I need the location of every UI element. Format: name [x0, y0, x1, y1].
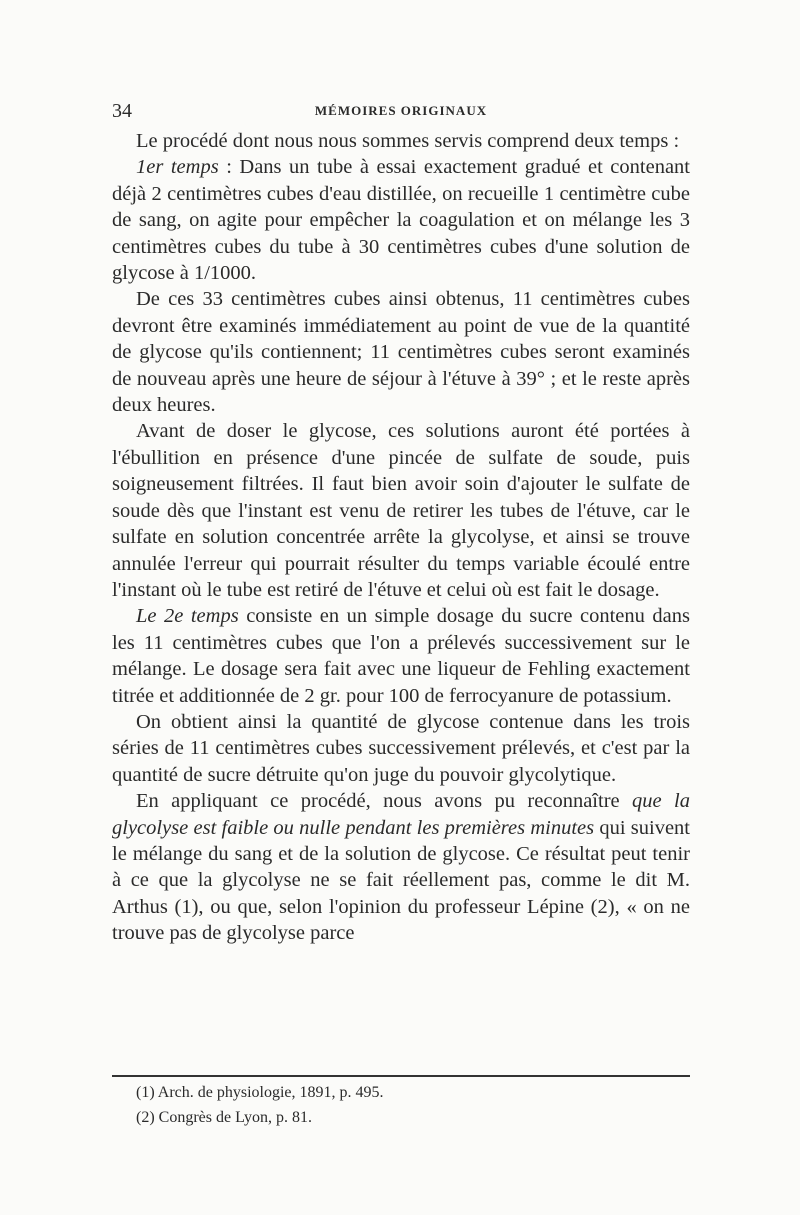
text-run: : Dans un tube à essai exactement gradué et contenant déjà 2 centimètres cubes d'eau distillée, on recueille 1 centimètre cube de sang, on agite pour empêcher la coagulation et on mélange les 3 centimètres cubes du tube à 30 centimètres cubes d'une solution de glycose à 1/1000.: [112, 156, 690, 285]
italic-text: 1er temps: [136, 156, 219, 179]
footnote-1: (1) Arch. de physiologie, 1891, p. 495.: [136, 1084, 384, 1101]
text-run: Le procédé dont nous nous sommes servis comprend deux temps :: [136, 130, 680, 152]
running-title: MÉMOIRES ORIGINAUX: [314, 103, 488, 118]
text-run: On obtient ainsi la quantité de glycose contenue dans les trois séries de 11 centimètres cubes successivement prélevés, et c'est par la quantité de sucre détruite qu'on juge du pouvoir glycolytique.: [112, 710, 690, 786]
footnote-2: (2) Congrès de Lyon, p. 81.: [136, 1109, 312, 1126]
paragraph: [112, 709, 690, 788]
paragraph: [112, 154, 690, 286]
paragraph: [112, 128, 690, 154]
paragraph: [112, 603, 690, 709]
text-run: Avant de doser le glycose, ces solutions auront été portées à l'ébullition en présence d'une pincée de sulfate de soude, puis soigneusement filtrées. Il faut bien avoir soin d'ajouter le sulfate de soude dès que l'instant est venu de retirer les tubes de l'étuve, car le sulfate en solution concentrée arrête la glycolyse, et ainsi se trouve annulée l'erreur qui pourrait résulter du temps variable écoulé entre l'instant où le tube est retiré de l'étuve et celui où est fait le dosage.: [112, 420, 690, 601]
footnote-divider: [112, 1075, 690, 1077]
paragraph: [112, 418, 690, 603]
text-run: consiste en un simple dosage du sucre contenu dans les 11 centimètres cubes que l'on a prélevés successivement sur le mélange. Le dosage sera fait avec une liqueur de Fehling exactement titrée et additionnée de 2 gr. pour 100 de ferrocyanure de potassium.: [112, 605, 690, 707]
paragraph: [112, 788, 690, 946]
text-run: De ces 33 centimètres cubes ainsi obtenus, 11 centimètres cubes devront être examinés immédiatement au point de vue de la quantité de glycose qu'ils contiennent; 11 centimètres cubes seront examinés de nouveau après une heure de séjour à l'étuve à 39° ; et le reste après deux heures.: [112, 288, 690, 417]
text-run: En appliquant ce procédé, nous avons pu reconnaître: [136, 790, 633, 813]
running-head: [112, 98, 690, 124]
italic-text: que la glycolyse est faible ou nulle pendant les premières minutes: [112, 790, 691, 839]
page-number: 34: [112, 100, 132, 122]
text-run: qui suivent le mélange du sang et de la solution de glycose. Ce résultat peut tenir à ce que la glycolyse ne se fait réellement pas, comme le dit M. Arthus (1), ou que, selon l'opinion du professeur Lépine (2), « on ne trouve pas de glycolyse parce: [112, 816, 691, 945]
footnotes: [112, 1080, 690, 1130]
paragraph: [112, 286, 690, 418]
body-text: [112, 128, 690, 947]
italic-text: Le 2e temps: [136, 605, 239, 628]
